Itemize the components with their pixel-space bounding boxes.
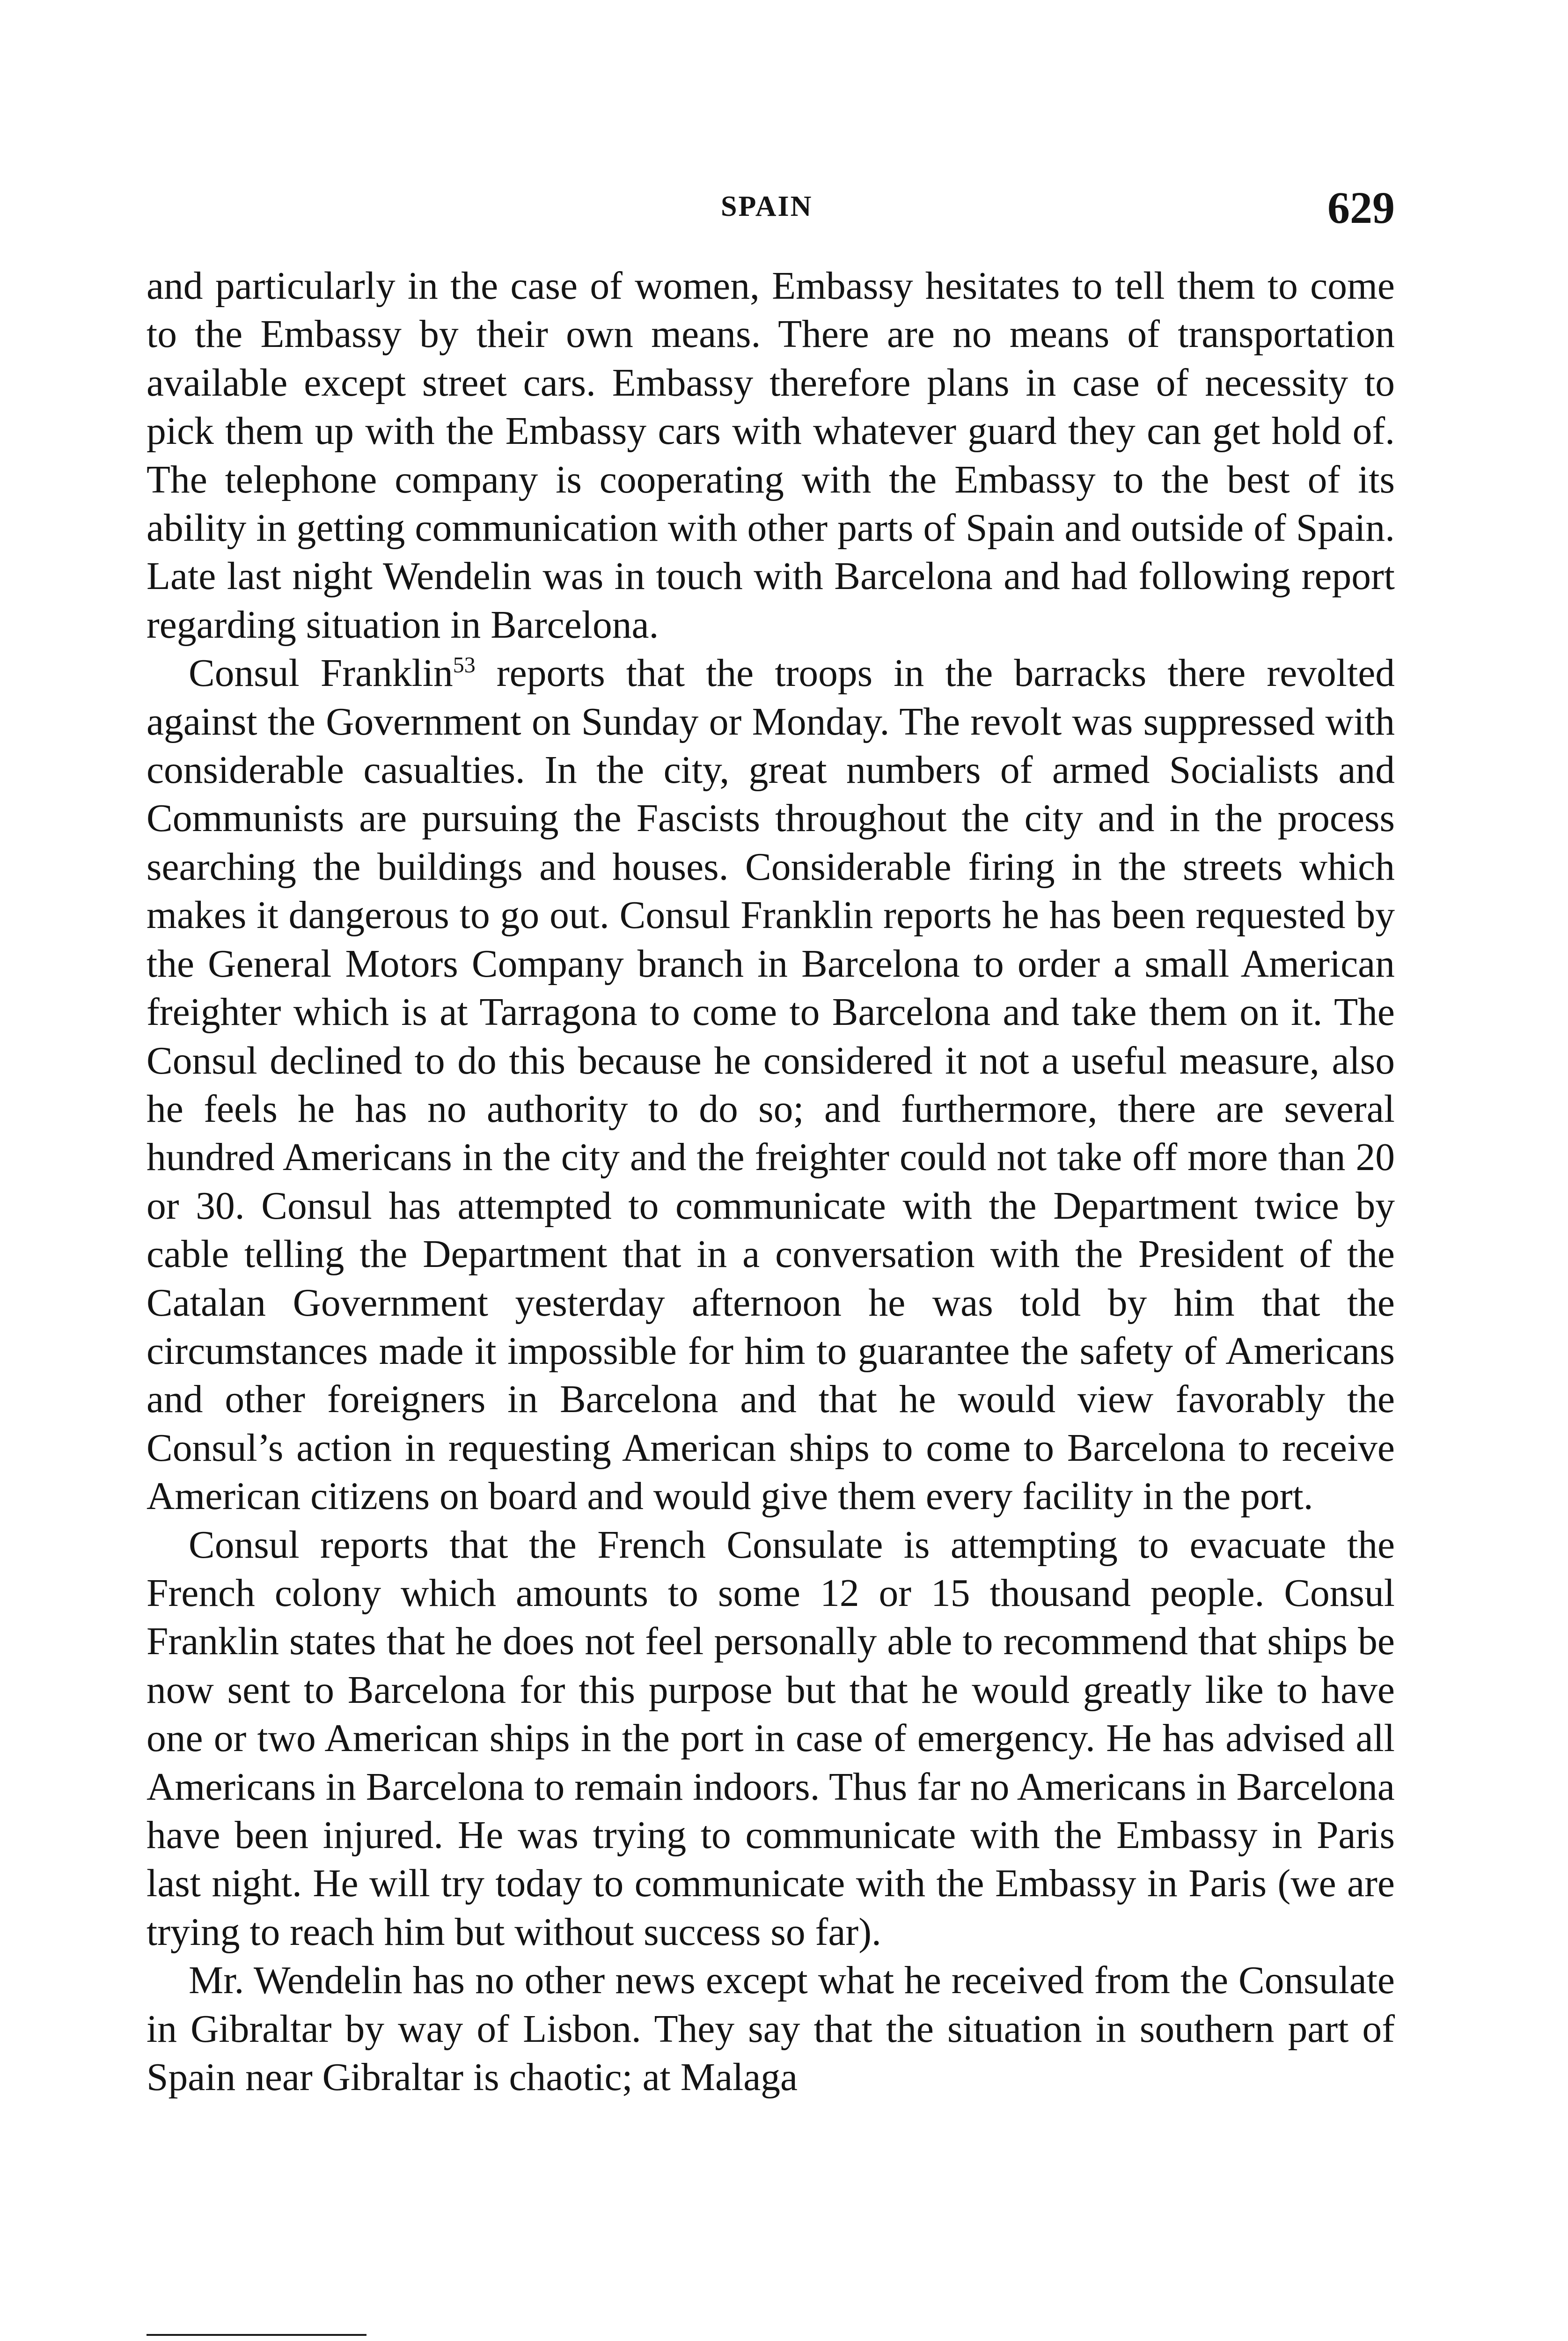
paragraph-4-text: Mr. Wendelin has no other news except what he received from the Consulate in Gibraltar by way of Lisbon. They say that the situation in southern part of Spain near Gibraltar is chaotic; at Malaga: [147, 1959, 1395, 2099]
paragraph-2-text-start: Consul Franklin: [189, 652, 453, 695]
paragraph-3: [147, 1521, 1395, 1957]
running-title: SPAIN: [721, 191, 813, 222]
paragraph-1: [147, 262, 1395, 649]
body-text: [147, 262, 1395, 2102]
paragraph-3-text: Consul reports that the French Consulate is attempting to evacuate the French colony which amounts to some 12 or 15 thousand people. Consul Franklin states that he does not feel personally able to recommend that ships be now sent to Barcelona for this purpose but that he would greatly like to have one or two American ships in the port in case of emergency. He has advised all Americans in Barcelona to remain indoors. Thus far no Americans in Barcelona have been injured. He was trying to communicate with the Embassy in Paris last night. He will try today to communicate with the Embassy in Paris (we are trying to reach him but without success so far).: [147, 1523, 1395, 1954]
footnote-divider: [147, 2334, 366, 2336]
page-number: 629: [1327, 183, 1395, 233]
paragraph-2: [147, 649, 1395, 1521]
paragraph-4: [147, 1957, 1395, 2102]
footnote-reference: 53: [453, 653, 476, 678]
paragraph-2-text-rest: reports that the troops in the barracks there revolted against the Government on Sunday or Monday. The revolt was suppressed with considerable casualties. In the city, great numbers of armed Socialists and Communists are pursuing the Fascists throughout the city and in the process searching the buildings and houses. Considerable firing in the streets which makes it dangerous to go out. Consul Franklin reports he has been requested by the General Motors Company branch in Barcelona to order a small American freighter which is at Tarragona to come to Barcelona and take them on it. The Consul declined to do this because he considered it not a useful measure, also he feels he has no authority to do so; and furthermore, there are several hundred Americans in the city and the freighter could not take off more than 20 or 30. Consul has attempted to communicate with the Department twice by cable telling the Department that in a conversation with the President of the Catalan Government yesterday afternoon he was told by him that the circumstances made it impossible for him to guarantee the safety of Americans and other foreigners in Barcelona and that he would view favorably the Consul’s action in requesting American ships to come to Barcelona to receive American citizens on board and would give them every facility in the port.: [147, 652, 1395, 1518]
running-head: [0, 182, 1568, 233]
paragraph-1-text: and particularly in the case of women, Embassy hesitates to tell them to come to the Embassy by their own means. There are no means of transportation available except street cars. Embassy therefore plans in case of necessity to pick them up with the Embassy cars with whatever guard they can get hold of. The telephone company is cooperating with the Embassy to the best of its ability in getting communication with other parts of Spain and outside of Spain. Late last night Wendelin was in touch with Barcelona and had following report regarding situation in Barcelona.: [147, 265, 1395, 647]
